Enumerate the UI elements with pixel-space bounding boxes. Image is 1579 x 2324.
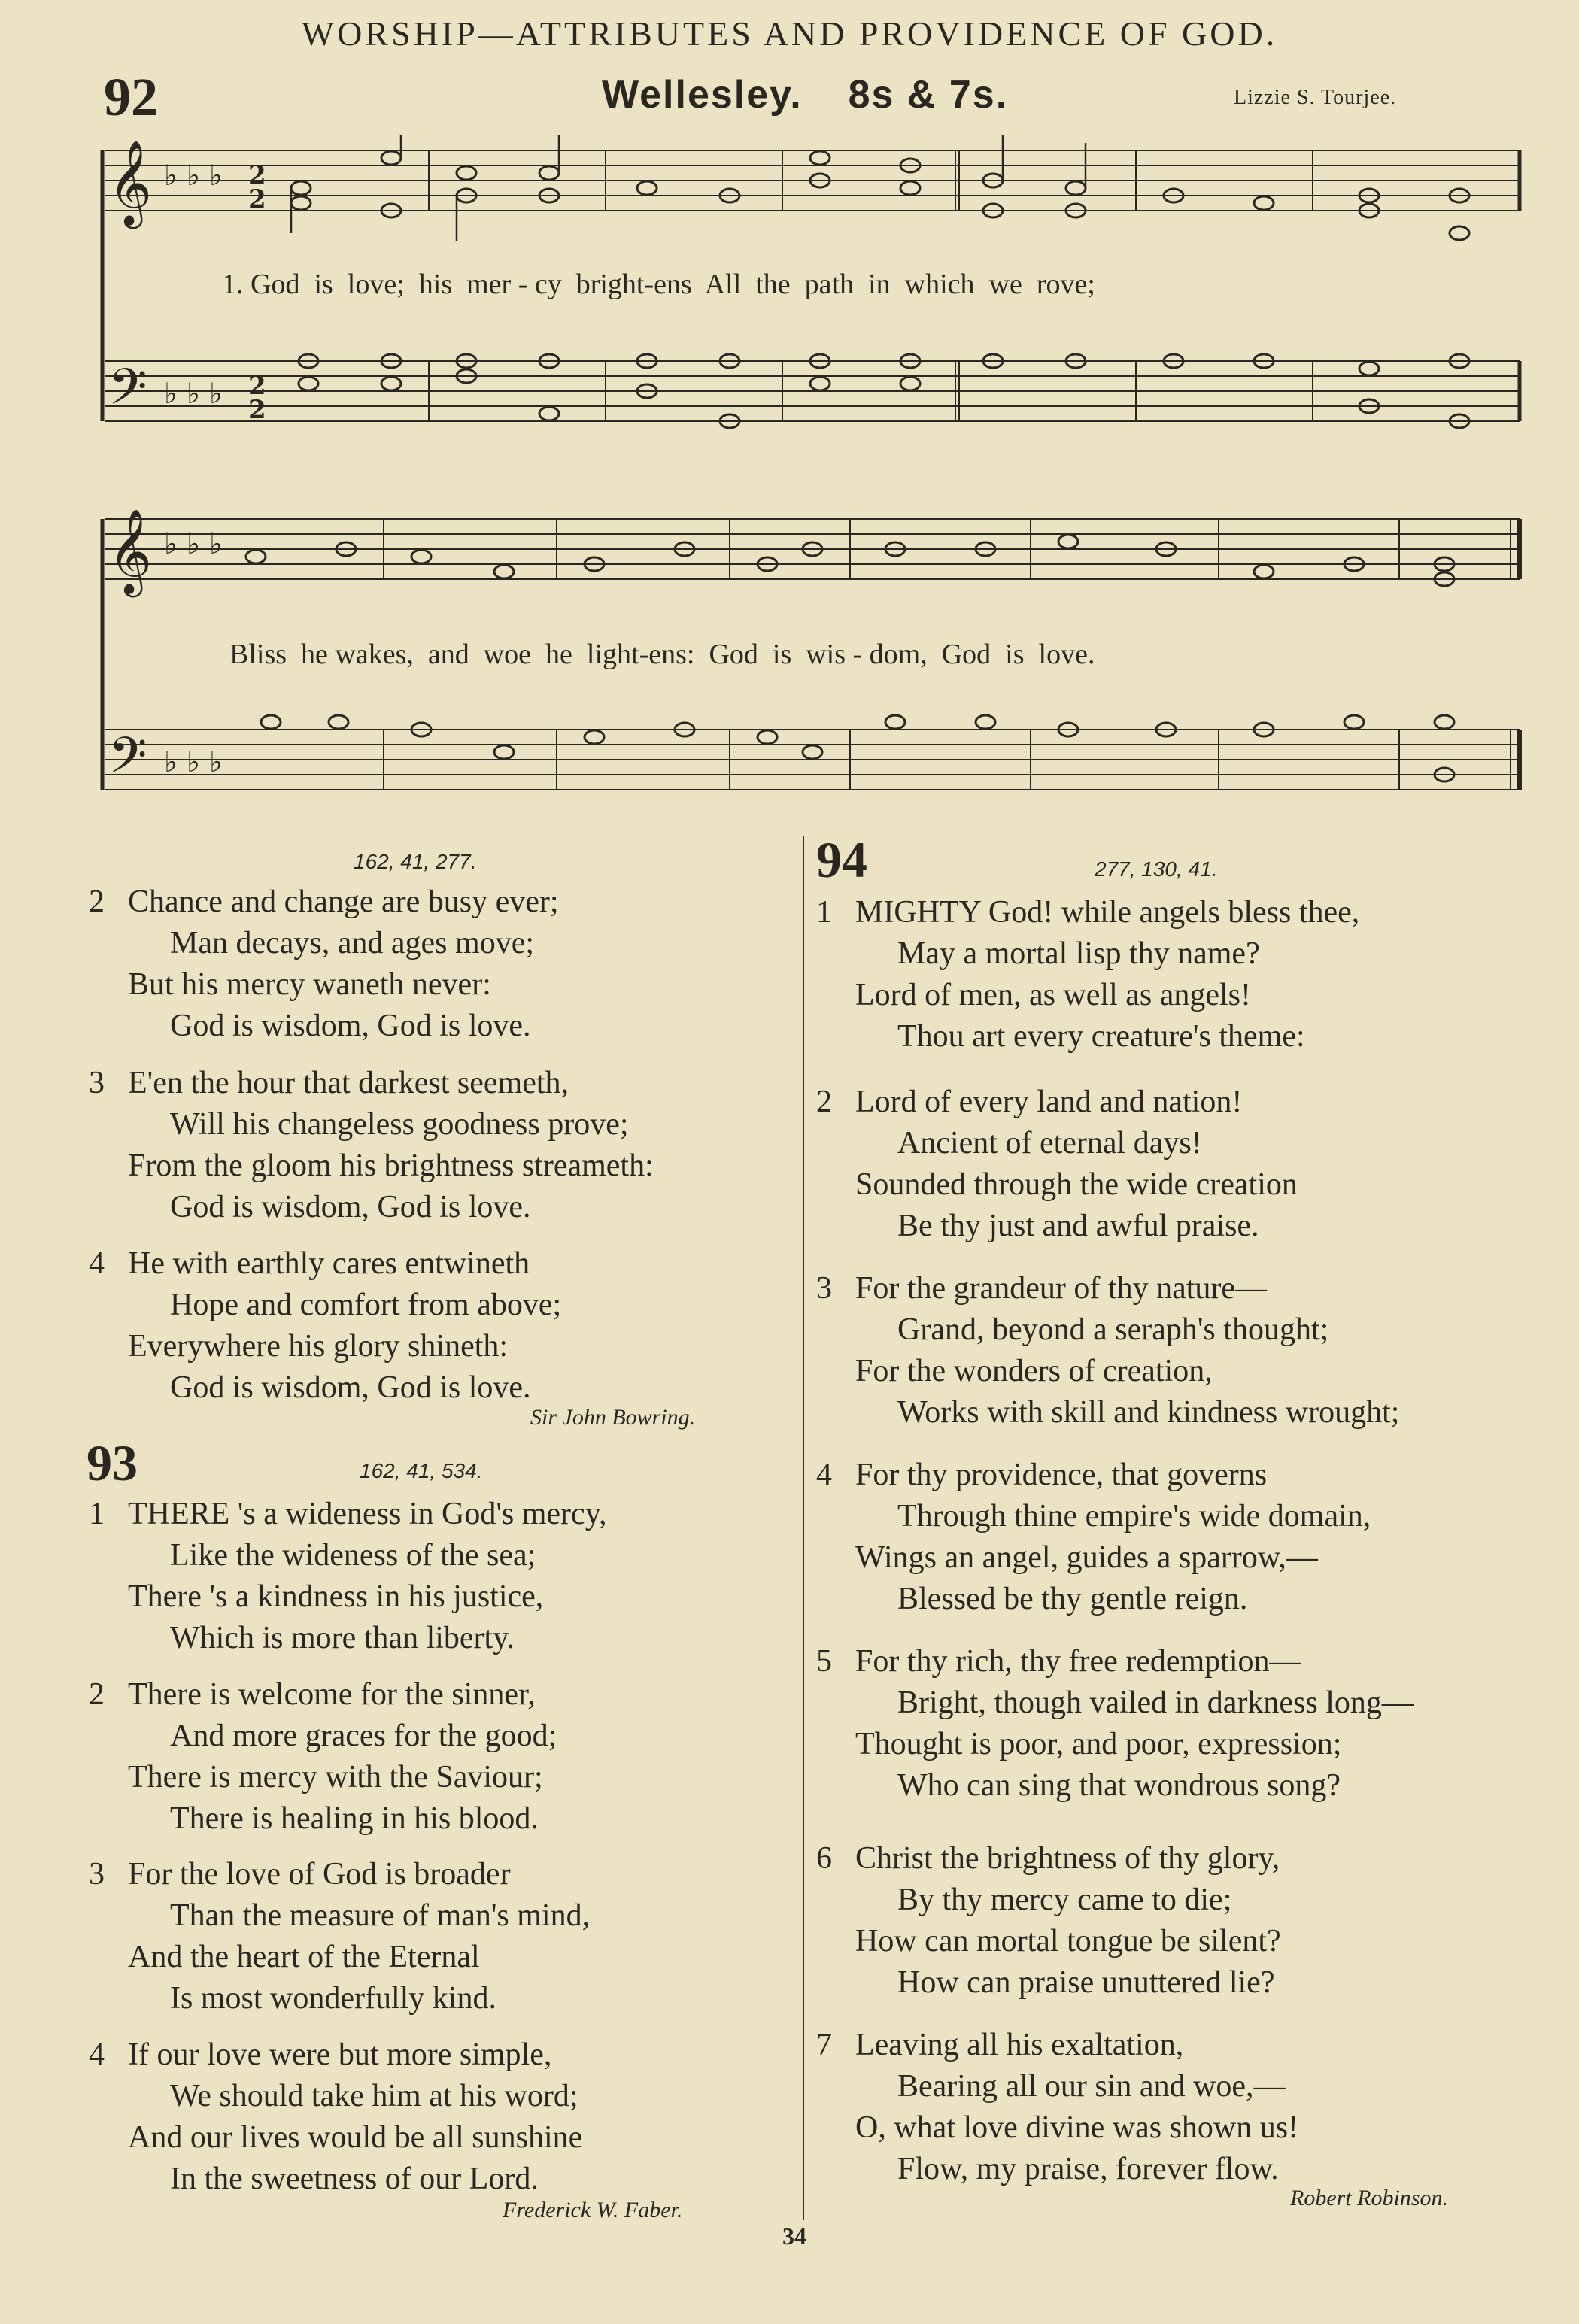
- composer: Lizzie S. Tourjee.: [1234, 86, 1397, 109]
- hymn-94-verse-6: [816, 1838, 1281, 2004]
- hymn-93-refs: 162, 41, 534.: [360, 1459, 483, 1482]
- svg-text:♭ ♭ ♭: ♭ ♭ ♭: [164, 527, 223, 560]
- svg-text:2: 2: [248, 395, 266, 425]
- verse-line: God is wisdom, God is love.: [170, 1370, 531, 1405]
- hymn-92-verse-4: [89, 1243, 561, 1409]
- hymn-94-verse-7: [816, 2025, 1298, 2190]
- tune-meter: 8s & 7s.: [848, 73, 1009, 117]
- hymn-94-verse-2: [816, 1082, 1298, 1247]
- verse-line: And our lives would be all sunshine: [128, 2120, 583, 2155]
- verse-line: Sounded through the wide creation: [855, 1167, 1298, 1202]
- svg-text:𝄞: 𝄞: [108, 508, 152, 594]
- verse-line: Who can sing that wondrous song?: [897, 1768, 1341, 1803]
- verse-line: Works with skill and kindness wrought;: [897, 1395, 1400, 1430]
- verse-number: 3: [89, 1857, 105, 1892]
- verse-line: And more graces for the good;: [170, 1719, 557, 1753]
- verse-line: By thy mercy came to die;: [897, 1883, 1232, 1917]
- svg-text:𝄢: 𝄢: [108, 358, 147, 428]
- verse-number: 1: [816, 895, 832, 930]
- hymn-94-author: Robert Robinson.: [1290, 2186, 1448, 2210]
- hymn-92-author: Sir John Bowring.: [530, 1405, 696, 1430]
- verse-number: 2: [89, 884, 105, 919]
- verse-line: How can mortal tongue be silent?: [855, 1924, 1281, 1958]
- svg-text:♭ ♭ ♭: ♭ ♭ ♭: [164, 159, 223, 192]
- verse-line: Thou art every creature's theme:: [897, 1019, 1305, 1054]
- verse-line: But his mercy waneth never:: [128, 967, 491, 1002]
- tune-name: [602, 72, 1008, 117]
- verse-line: Everywhere his glory shineth:: [128, 1329, 509, 1364]
- hymn-94-verse-1: [816, 892, 1359, 1057]
- hymn-93-verse-4: [89, 2034, 582, 2200]
- verse-number: 3: [816, 1271, 832, 1306]
- hymn-92-number: 92: [104, 67, 158, 127]
- verse-line: There is mercy with the Saviour;: [128, 1760, 543, 1795]
- verse-line: Like the wideness of the sea;: [170, 1538, 536, 1573]
- verse-line: O, what love divine was shown us!: [855, 2110, 1299, 2145]
- verse-line: God is wisdom, God is love.: [170, 1190, 531, 1224]
- verse-line: Bearing all our sin and woe,—: [897, 2069, 1286, 2104]
- svg-text:𝄞: 𝄞: [108, 140, 152, 226]
- hymn-93-author: Frederick W. Faber.: [503, 2198, 683, 2222]
- verse-line: There is healing in his blood.: [170, 1801, 539, 1836]
- lyric-line-1: 1. God is love; his mer - cy bright-ens All the path in which we rove;: [222, 269, 1095, 300]
- hymn-92-verse-2: [89, 881, 559, 1047]
- verse-line: Which is more than liberty.: [170, 1621, 515, 1655]
- verse-number: 1: [89, 1497, 105, 1531]
- verse-number: 2: [89, 1677, 105, 1712]
- verse-line: Man decays, and ages move;: [170, 926, 535, 960]
- verse-number: 4: [816, 1458, 832, 1492]
- svg-text:♭ ♭ ♭: ♭ ♭ ♭: [164, 377, 223, 410]
- verse-line: He with earthly cares entwineth: [128, 1246, 530, 1281]
- hymn-94-verse-3: [816, 1268, 1399, 1434]
- verse-line: God is wisdom, God is love.: [170, 1009, 531, 1043]
- verse-line: Grand, beyond a seraph's thought;: [897, 1312, 1329, 1347]
- verse-number: 6: [816, 1841, 832, 1876]
- svg-text:2: 2: [248, 160, 266, 190]
- verse-line: May a mortal lisp thy name?: [897, 936, 1260, 971]
- hymn-93-verse-3: [89, 1854, 590, 2019]
- verse-line: We should take him at his word;: [170, 2079, 578, 2113]
- lyric-line-2: Bliss he wakes, and woe he light-ens: God is wis - dom, God is love.: [229, 639, 1095, 670]
- hymn-94-number: 94: [816, 831, 867, 888]
- verse-line: In the sweetness of our Lord.: [170, 2162, 539, 2196]
- verse-line: Thought is poor, and poor, expression;: [855, 1727, 1342, 1761]
- verse-line: Will his changeless goodness prove;: [170, 1107, 629, 1142]
- verse-line: There is welcome for the sinner,: [128, 1677, 536, 1712]
- hymn-93-verse-2: [89, 1674, 557, 1840]
- hymn-92-verse-3: [89, 1063, 654, 1228]
- verse-line: MIGHTY God! while angels bless thee,: [855, 895, 1360, 930]
- hymn-94-refs: 277, 130, 41.: [1095, 857, 1218, 881]
- page-header: WORSHIP—ATTRIBUTES AND PROVIDENCE OF GOD.: [301, 14, 1278, 53]
- svg-text:♭ ♭ ♭: ♭ ♭ ♭: [164, 745, 223, 778]
- verse-line: Christ the brightness of thy glory,: [855, 1841, 1280, 1876]
- verse-line: Leaving all his exaltation,: [855, 2028, 1184, 2062]
- verse-line: For thy rich, thy free redemption—: [855, 1644, 1301, 1679]
- verse-line: For the love of God is broader: [128, 1857, 511, 1892]
- verse-line: Hope and comfort from above;: [170, 1288, 562, 1322]
- verse-line: THERE 's a wideness in God's mercy,: [128, 1497, 607, 1531]
- verse-number: 7: [816, 2028, 832, 2062]
- hymn-93-number: 93: [87, 1434, 138, 1491]
- page-number: 34: [782, 2222, 806, 2250]
- column-divider: [803, 836, 804, 2220]
- hymn-92-refs: 162, 41, 277.: [354, 850, 477, 873]
- verse-number: 2: [816, 1085, 832, 1119]
- hymn-94-verse-5: [816, 1641, 1414, 1807]
- verse-line: There 's a kindness in his justice,: [128, 1579, 544, 1614]
- verse-line: How can praise unuttered lie?: [897, 1965, 1275, 2000]
- verse-line: Ancient of eternal days!: [897, 1126, 1202, 1160]
- verse-line: Is most wonderfully kind.: [170, 1981, 496, 2016]
- verse-line: Flow, my praise, forever flow.: [897, 2152, 1279, 2186]
- hymn-94-verse-4: [816, 1455, 1371, 1620]
- verse-line: Bright, though vailed in darkness long—: [897, 1685, 1414, 1720]
- verse-line: Lord of men, as well as angels!: [855, 978, 1252, 1012]
- verse-line: Wings an angel, guides a sparrow,—: [855, 1540, 1318, 1575]
- verse-line: Through thine empire's wide domain,: [897, 1499, 1371, 1534]
- verse-line: If our love were but more simple,: [128, 2037, 552, 2072]
- verse-line: Chance and change are busy ever;: [128, 884, 559, 919]
- svg-text:2: 2: [248, 184, 266, 214]
- verse-number: 5: [816, 1644, 832, 1679]
- verse-line: And the heart of the Eternal: [128, 1940, 480, 1974]
- verse-line: Lord of every land and nation!: [855, 1085, 1243, 1119]
- verse-line: Than the measure of man's mind,: [170, 1898, 591, 1933]
- verse-line: For thy providence, that governs: [855, 1458, 1268, 1492]
- verse-line: For the grandeur of thy nature—: [855, 1271, 1268, 1306]
- hymn-93-verse-1: [89, 1494, 606, 1659]
- svg-text:2: 2: [248, 371, 266, 401]
- verse-line: From the gloom his brightness streameth:: [128, 1148, 654, 1183]
- verse-number: 4: [89, 2037, 105, 2072]
- verse-number: 3: [89, 1066, 105, 1100]
- verse-number: 4: [89, 1246, 105, 1281]
- tune-title: Wellesley.: [602, 73, 803, 117]
- svg-text:𝄢: 𝄢: [108, 727, 147, 796]
- verse-line: Blessed be thy gentle reign.: [897, 1582, 1248, 1616]
- verse-line: Be thy just and awful praise.: [897, 1209, 1259, 1243]
- verse-line: For the wonders of creation,: [855, 1354, 1213, 1388]
- verse-line: E'en the hour that darkest seemeth,: [128, 1066, 569, 1100]
